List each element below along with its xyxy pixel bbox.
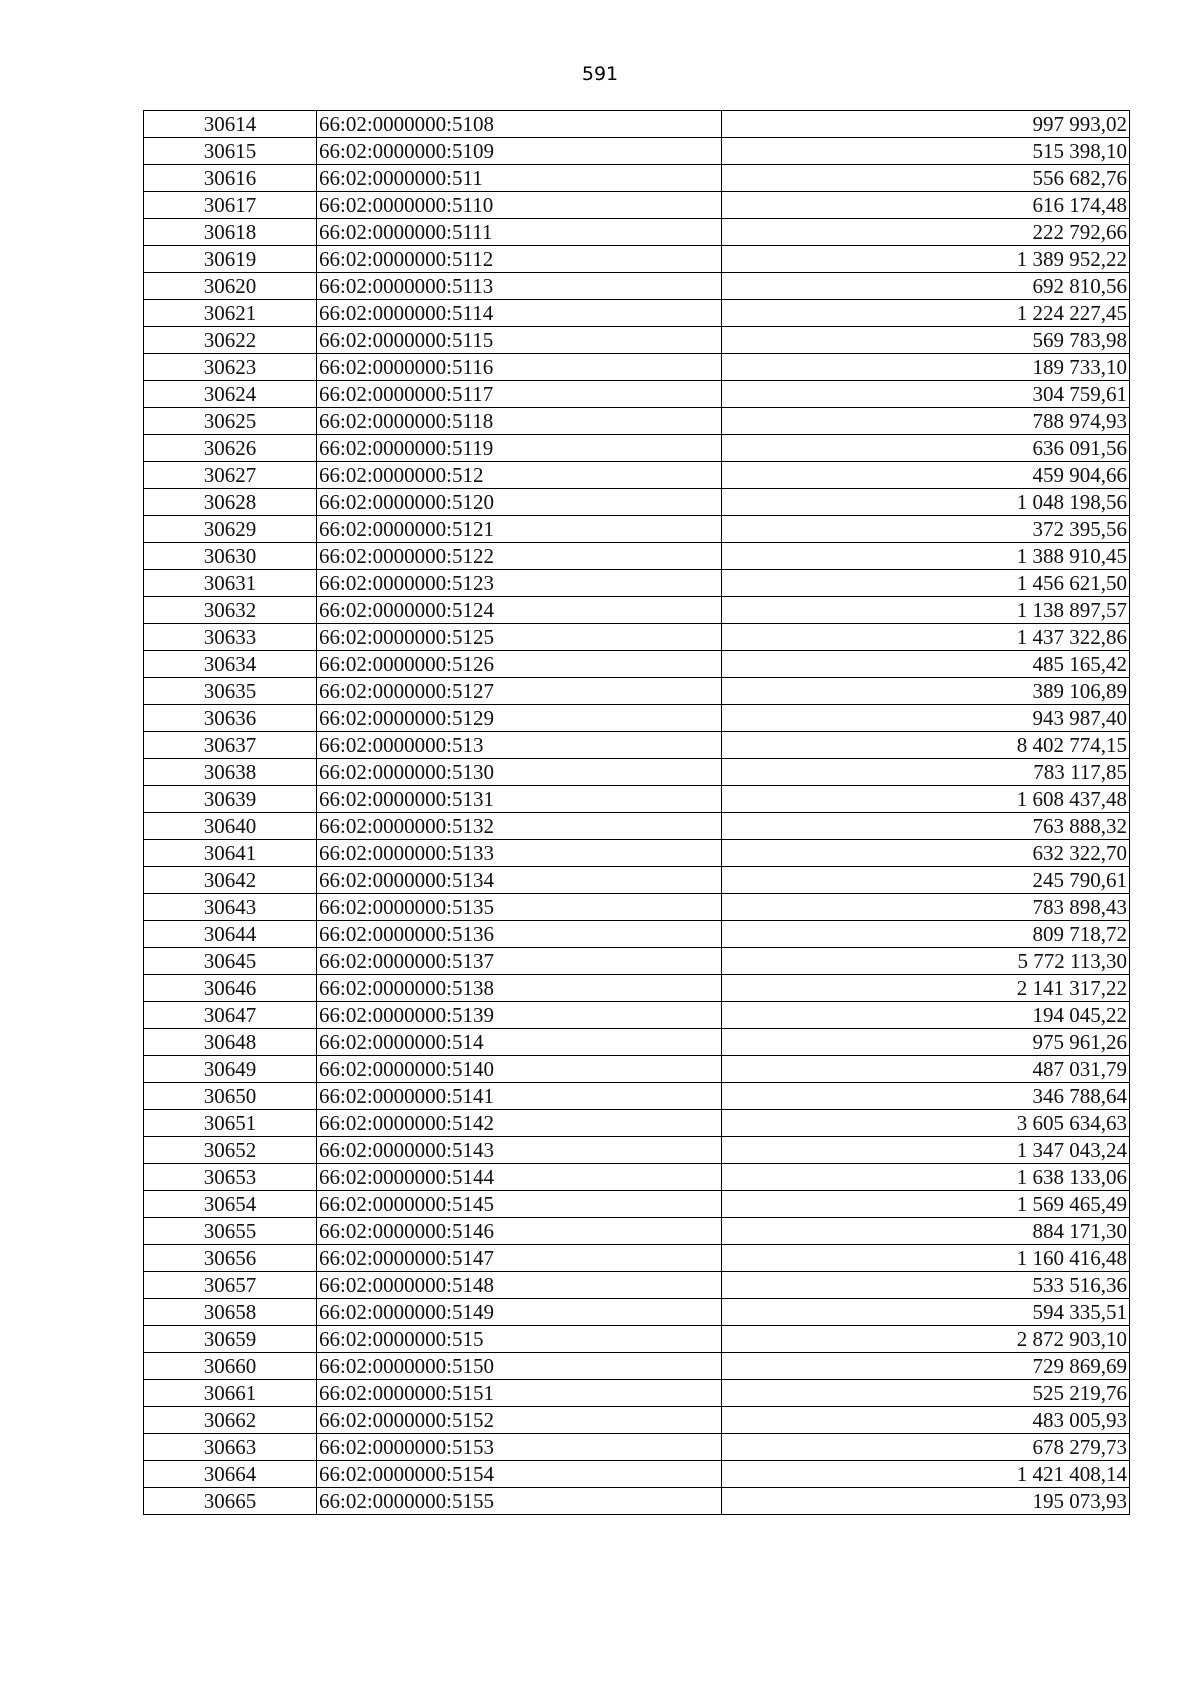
cadastral-number-cell: 66:02:0000000:5142 [317, 1110, 722, 1137]
cadastral-number-cell: 66:02:0000000:5137 [317, 948, 722, 975]
row-number-cell: 30664 [144, 1461, 317, 1488]
row-number-cell: 30629 [144, 516, 317, 543]
table-row [144, 435, 1130, 462]
cadastral-number-cell: 66:02:0000000:5149 [317, 1299, 722, 1326]
value-cell: 783 117,85 [722, 759, 1130, 786]
row-number-cell: 30631 [144, 570, 317, 597]
cadastral-number-cell: 66:02:0000000:5132 [317, 813, 722, 840]
row-number-cell: 30637 [144, 732, 317, 759]
row-number-cell: 30628 [144, 489, 317, 516]
value-cell: 483 005,93 [722, 1407, 1130, 1434]
row-number-cell: 30654 [144, 1191, 317, 1218]
value-cell: 678 279,73 [722, 1434, 1130, 1461]
value-cell: 2 872 903,10 [722, 1326, 1130, 1353]
row-number-cell: 30659 [144, 1326, 317, 1353]
row-number-cell: 30621 [144, 300, 317, 327]
row-number-cell: 30645 [144, 948, 317, 975]
cadastral-number-cell: 66:02:0000000:5139 [317, 1002, 722, 1029]
cadastral-number-cell: 66:02:0000000:5117 [317, 381, 722, 408]
value-cell: 195 073,93 [722, 1488, 1130, 1515]
cadastral-number-cell: 66:02:0000000:5153 [317, 1434, 722, 1461]
row-number-cell: 30643 [144, 894, 317, 921]
table-row [144, 138, 1130, 165]
value-cell: 636 091,56 [722, 435, 1130, 462]
cadastral-number-cell: 66:02:0000000:5135 [317, 894, 722, 921]
table-row [144, 111, 1130, 138]
row-number-cell: 30663 [144, 1434, 317, 1461]
table-row [144, 732, 1130, 759]
row-number-cell: 30639 [144, 786, 317, 813]
value-cell: 1 638 133,06 [722, 1164, 1130, 1191]
cadastral-number-cell: 66:02:0000000:5108 [317, 111, 722, 138]
cadastral-number-cell: 66:02:0000000:5115 [317, 327, 722, 354]
cadastral-number-cell: 66:02:0000000:5148 [317, 1272, 722, 1299]
row-number-cell: 30617 [144, 192, 317, 219]
cadastral-number-cell: 66:02:0000000:5126 [317, 651, 722, 678]
table-row [144, 354, 1130, 381]
value-cell: 515 398,10 [722, 138, 1130, 165]
row-number-cell: 30644 [144, 921, 317, 948]
cadastral-number-cell: 66:02:0000000:5122 [317, 543, 722, 570]
row-number-cell: 30653 [144, 1164, 317, 1191]
value-cell: 632 322,70 [722, 840, 1130, 867]
row-number-cell: 30619 [144, 246, 317, 273]
row-number-cell: 30634 [144, 651, 317, 678]
value-cell: 1 569 465,49 [722, 1191, 1130, 1218]
value-cell: 884 171,30 [722, 1218, 1130, 1245]
cadastral-number-cell: 66:02:0000000:5130 [317, 759, 722, 786]
table-row [144, 759, 1130, 786]
cadastral-number-cell: 66:02:0000000:5111 [317, 219, 722, 246]
row-number-cell: 30620 [144, 273, 317, 300]
row-number-cell: 30650 [144, 1083, 317, 1110]
table-row [144, 1299, 1130, 1326]
table-row [144, 1353, 1130, 1380]
cadastral-number-cell: 66:02:0000000:5118 [317, 408, 722, 435]
table-row [144, 516, 1130, 543]
value-cell: 692 810,56 [722, 273, 1130, 300]
table-body [144, 111, 1130, 1515]
cadastral-number-cell: 66:02:0000000:5140 [317, 1056, 722, 1083]
value-cell: 189 733,10 [722, 354, 1130, 381]
value-cell: 1 456 621,50 [722, 570, 1130, 597]
value-cell: 194 045,22 [722, 1002, 1130, 1029]
row-number-cell: 30651 [144, 1110, 317, 1137]
table-row [144, 840, 1130, 867]
cadastral-number-cell: 66:02:0000000:5110 [317, 192, 722, 219]
value-cell: 763 888,32 [722, 813, 1130, 840]
value-cell: 569 783,98 [722, 327, 1130, 354]
value-cell: 809 718,72 [722, 921, 1130, 948]
row-number-cell: 30657 [144, 1272, 317, 1299]
table-row [144, 1326, 1130, 1353]
cadastral-number-cell: 66:02:0000000:5114 [317, 300, 722, 327]
table-row [144, 1083, 1130, 1110]
table-row [144, 921, 1130, 948]
cadastral-number-cell: 66:02:0000000:5116 [317, 354, 722, 381]
cadastral-number-cell: 66:02:0000000:5125 [317, 624, 722, 651]
table-row [144, 219, 1130, 246]
cadastral-number-cell: 66:02:0000000:515 [317, 1326, 722, 1353]
value-cell: 594 335,51 [722, 1299, 1130, 1326]
value-cell: 8 402 774,15 [722, 732, 1130, 759]
cadastral-number-cell: 66:02:0000000:5113 [317, 273, 722, 300]
table-row [144, 570, 1130, 597]
table-row [144, 1434, 1130, 1461]
table-row [144, 408, 1130, 435]
row-number-cell: 30615 [144, 138, 317, 165]
table-row [144, 489, 1130, 516]
value-cell: 556 682,76 [722, 165, 1130, 192]
row-number-cell: 30618 [144, 219, 317, 246]
cadastral-number-cell: 66:02:0000000:5121 [317, 516, 722, 543]
table-row [144, 246, 1130, 273]
table-row [144, 1380, 1130, 1407]
row-number-cell: 30640 [144, 813, 317, 840]
cadastral-number-cell: 66:02:0000000:5133 [317, 840, 722, 867]
table-row [144, 1002, 1130, 1029]
cadastral-number-cell: 66:02:0000000:5123 [317, 570, 722, 597]
value-cell: 2 141 317,22 [722, 975, 1130, 1002]
table-row [144, 165, 1130, 192]
row-number-cell: 30652 [144, 1137, 317, 1164]
cadastral-number-cell: 66:02:0000000:5141 [317, 1083, 722, 1110]
table-row [144, 1110, 1130, 1137]
row-number-cell: 30624 [144, 381, 317, 408]
value-cell: 1 048 198,56 [722, 489, 1130, 516]
cadastral-number-cell: 66:02:0000000:5151 [317, 1380, 722, 1407]
table-row [144, 786, 1130, 813]
row-number-cell: 30655 [144, 1218, 317, 1245]
value-cell: 1 160 416,48 [722, 1245, 1130, 1272]
row-number-cell: 30625 [144, 408, 317, 435]
registry-table [143, 110, 1130, 1515]
table-row [144, 894, 1130, 921]
table-row [144, 327, 1130, 354]
cadastral-number-cell: 66:02:0000000:5147 [317, 1245, 722, 1272]
value-cell: 975 961,26 [722, 1029, 1130, 1056]
value-cell: 304 759,61 [722, 381, 1130, 408]
value-cell: 485 165,42 [722, 651, 1130, 678]
cadastral-number-cell: 66:02:0000000:512 [317, 462, 722, 489]
table-row [144, 1272, 1130, 1299]
cadastral-number-cell: 66:02:0000000:513 [317, 732, 722, 759]
value-cell: 1 347 043,24 [722, 1137, 1130, 1164]
row-number-cell: 30641 [144, 840, 317, 867]
value-cell: 1 388 910,45 [722, 543, 1130, 570]
table-row [144, 651, 1130, 678]
row-number-cell: 30614 [144, 111, 317, 138]
value-cell: 3 605 634,63 [722, 1110, 1130, 1137]
table-row [144, 543, 1130, 570]
value-cell: 616 174,48 [722, 192, 1130, 219]
row-number-cell: 30638 [144, 759, 317, 786]
table-row [144, 678, 1130, 705]
cadastral-number-cell: 66:02:0000000:5129 [317, 705, 722, 732]
cadastral-number-cell: 66:02:0000000:5143 [317, 1137, 722, 1164]
cadastral-number-cell: 66:02:0000000:5124 [317, 597, 722, 624]
row-number-cell: 30636 [144, 705, 317, 732]
table-row [144, 1164, 1130, 1191]
table-row [144, 975, 1130, 1002]
value-cell: 783 898,43 [722, 894, 1130, 921]
row-number-cell: 30647 [144, 1002, 317, 1029]
table-row [144, 300, 1130, 327]
value-cell: 346 788,64 [722, 1083, 1130, 1110]
table-row [144, 1191, 1130, 1218]
table-row [144, 705, 1130, 732]
value-cell: 997 993,02 [722, 111, 1130, 138]
cadastral-number-cell: 66:02:0000000:5131 [317, 786, 722, 813]
cadastral-number-cell: 66:02:0000000:5146 [317, 1218, 722, 1245]
row-number-cell: 30642 [144, 867, 317, 894]
value-cell: 389 106,89 [722, 678, 1130, 705]
row-number-cell: 30635 [144, 678, 317, 705]
value-cell: 1 389 952,22 [722, 246, 1130, 273]
cadastral-number-cell: 66:02:0000000:5145 [317, 1191, 722, 1218]
value-cell: 5 772 113,30 [722, 948, 1130, 975]
value-cell: 788 974,93 [722, 408, 1130, 435]
table-row [144, 1056, 1130, 1083]
value-cell: 245 790,61 [722, 867, 1130, 894]
cadastral-number-cell: 66:02:0000000:5109 [317, 138, 722, 165]
row-number-cell: 30630 [144, 543, 317, 570]
table-row [144, 273, 1130, 300]
row-number-cell: 30665 [144, 1488, 317, 1515]
table-row [144, 1218, 1130, 1245]
row-number-cell: 30646 [144, 975, 317, 1002]
value-cell: 1 437 322,86 [722, 624, 1130, 651]
value-cell: 459 904,66 [722, 462, 1130, 489]
row-number-cell: 30627 [144, 462, 317, 489]
value-cell: 525 219,76 [722, 1380, 1130, 1407]
row-number-cell: 30623 [144, 354, 317, 381]
table-row [144, 813, 1130, 840]
value-cell: 487 031,79 [722, 1056, 1130, 1083]
value-cell: 222 792,66 [722, 219, 1130, 246]
page-number: 591 [581, 63, 619, 85]
table-row [144, 192, 1130, 219]
row-number-cell: 30658 [144, 1299, 317, 1326]
cadastral-number-cell: 66:02:0000000:5155 [317, 1488, 722, 1515]
table-row [144, 597, 1130, 624]
cadastral-number-cell: 66:02:0000000:5138 [317, 975, 722, 1002]
row-number-cell: 30648 [144, 1029, 317, 1056]
cadastral-number-cell: 66:02:0000000:5150 [317, 1353, 722, 1380]
value-cell: 1 224 227,45 [722, 300, 1130, 327]
cadastral-number-cell: 66:02:0000000:514 [317, 1029, 722, 1056]
row-number-cell: 30632 [144, 597, 317, 624]
row-number-cell: 30661 [144, 1380, 317, 1407]
row-number-cell: 30626 [144, 435, 317, 462]
cadastral-number-cell: 66:02:0000000:5136 [317, 921, 722, 948]
row-number-cell: 30656 [144, 1245, 317, 1272]
row-number-cell: 30622 [144, 327, 317, 354]
row-number-cell: 30662 [144, 1407, 317, 1434]
table-row [144, 948, 1130, 975]
table-row [144, 1137, 1130, 1164]
value-cell: 1 608 437,48 [722, 786, 1130, 813]
row-number-cell: 30616 [144, 165, 317, 192]
row-number-cell: 30649 [144, 1056, 317, 1083]
table-row [144, 1029, 1130, 1056]
row-number-cell: 30660 [144, 1353, 317, 1380]
table-row [144, 624, 1130, 651]
cadastral-number-cell: 66:02:0000000:511 [317, 165, 722, 192]
value-cell: 729 869,69 [722, 1353, 1130, 1380]
value-cell: 943 987,40 [722, 705, 1130, 732]
value-cell: 372 395,56 [722, 516, 1130, 543]
cadastral-number-cell: 66:02:0000000:5154 [317, 1461, 722, 1488]
cadastral-number-cell: 66:02:0000000:5152 [317, 1407, 722, 1434]
cadastral-number-cell: 66:02:0000000:5120 [317, 489, 722, 516]
table-row [144, 462, 1130, 489]
table-row [144, 1488, 1130, 1515]
table-row [144, 1407, 1130, 1434]
table-row [144, 1245, 1130, 1272]
table-row [144, 1461, 1130, 1488]
cadastral-number-cell: 66:02:0000000:5119 [317, 435, 722, 462]
value-cell: 1 138 897,57 [722, 597, 1130, 624]
row-number-cell: 30633 [144, 624, 317, 651]
cadastral-number-cell: 66:02:0000000:5134 [317, 867, 722, 894]
table-row [144, 867, 1130, 894]
value-cell: 1 421 408,14 [722, 1461, 1130, 1488]
cadastral-number-cell: 66:02:0000000:5112 [317, 246, 722, 273]
cadastral-number-cell: 66:02:0000000:5144 [317, 1164, 722, 1191]
cadastral-number-cell: 66:02:0000000:5127 [317, 678, 722, 705]
table-row [144, 381, 1130, 408]
value-cell: 533 516,36 [722, 1272, 1130, 1299]
